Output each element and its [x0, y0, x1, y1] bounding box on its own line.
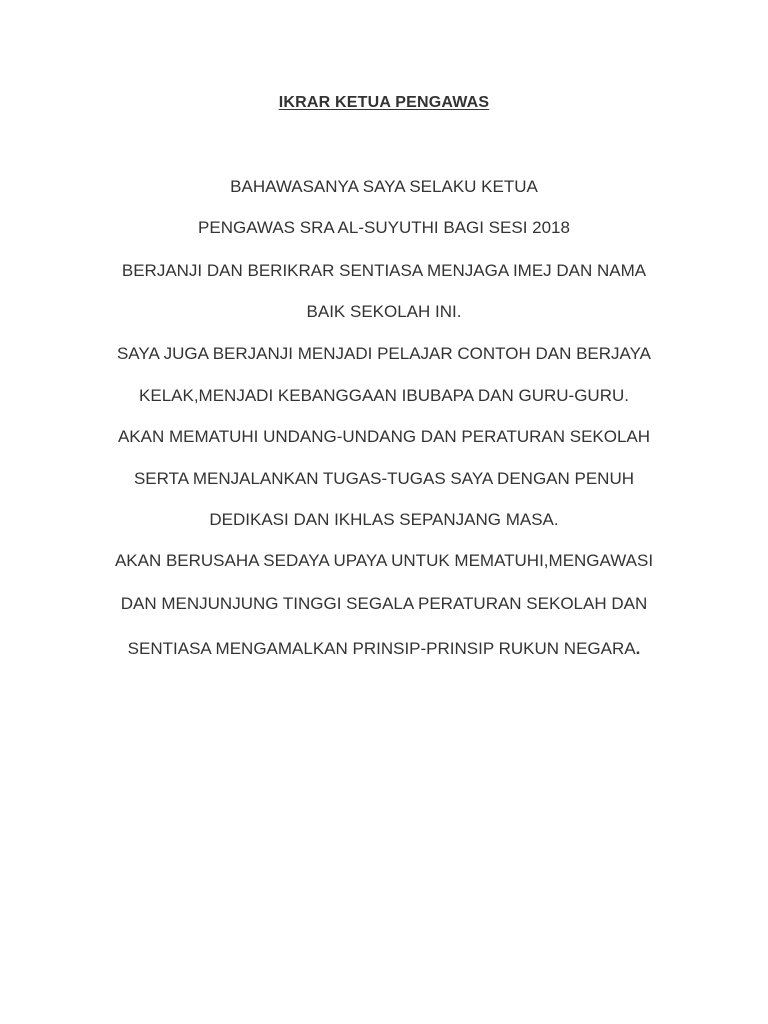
- pledge-line-9: DEDIKASI DAN IKHLAS SEPANJANG MASA.: [209, 510, 559, 529]
- pledge-line-1: BAHAWASANYA SAYA SELAKU KETUA: [230, 177, 538, 196]
- pledge-line-10: AKAN BERUSAHA SEDAYA UPAYA UNTUK MEMATUHI,MENGAWASI: [114, 551, 654, 570]
- pledge-line-12: [0, 639, 768, 659]
- final-period: .: [635, 639, 641, 658]
- pledge-line-11: DAN MENJUNJUNG TINGGI SEGALA PERATURAN SEKOLAH DAN: [120, 594, 648, 613]
- pledge-line-3: BERJANJI DAN BERIKRAR SENTIASA MENJAGA IMEJ DAN NAMA: [121, 261, 647, 280]
- pledge-line-8: SERTA MENJALANKAN TUGAS-TUGAS SAYA DENGAN PENUH: [133, 469, 635, 488]
- pledge-line-4: BAIK SEKOLAH INI.: [306, 302, 462, 321]
- pledge-line-12-text: SENTIASA MENGAMALKAN PRINSIP-PRINSIP RUKUN NEGARA: [127, 639, 636, 658]
- pledge-line-5: SAYA JUGA BERJANJI MENJADI PELAJAR CONTOH DAN BERJAYA: [116, 344, 652, 363]
- pledge-line-2: PENGAWAS SRA AL-SUYUTHI BAGI SESI 2018: [198, 218, 570, 237]
- pledge-line-6: KELAK,MENJADI KEBANGGAAN IBUBAPA DAN GURU-GURU.: [139, 386, 629, 405]
- document-title: IKRAR KETUA PENGAWAS: [278, 94, 490, 111]
- pledge-line-7: AKAN MEMATUHI UNDANG-UNDANG DAN PERATURAN SEKOLAH: [117, 427, 651, 446]
